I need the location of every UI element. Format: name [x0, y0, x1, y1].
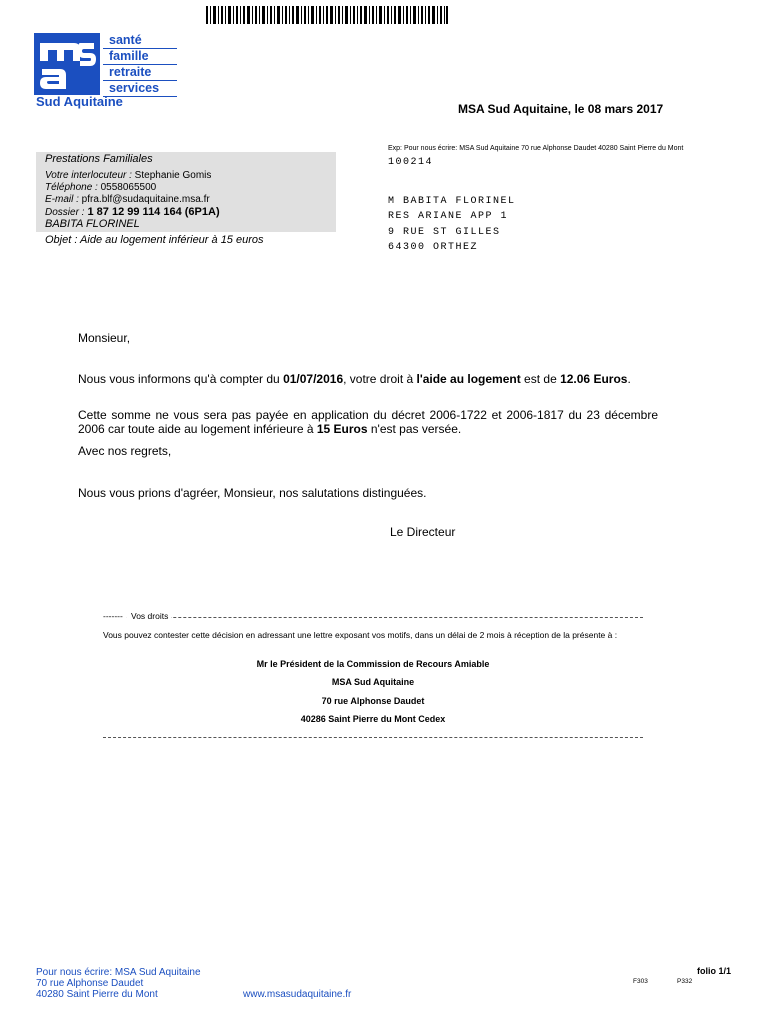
- logo-region: Sud Aquitaine: [36, 94, 123, 109]
- sender-line: Exp: Pour nous écrire: MSA Sud Aquitaine 70 rue Alphonse Daudet 40280 Saint Pierre du Mont: [388, 145, 684, 152]
- divider: [103, 617, 643, 618]
- barcode: [206, 6, 448, 24]
- salutation: Monsieur,: [78, 331, 131, 345]
- logo-tagline: [103, 33, 177, 97]
- appeal-address-line: 70 rue Alphonse Daudet: [321, 696, 425, 706]
- rights-text: Vous pouvez contester cette décision en adressant une lettre exposant vos motifs, dans un délai de 2 mois à réception de la présente à :: [103, 630, 618, 640]
- dossier-number: Dossier : 1 87 12 99 114 164 (6P1A): [45, 206, 220, 218]
- footer-website-link[interactable]: www.msasudaquitaine.fr: [243, 989, 352, 1000]
- recipient-line: RES ARIANE APP 1: [388, 211, 509, 222]
- paragraph-2: Cette somme ne vous sera pas payée en application du décret 2006-1722 et 2006-1817 du 23 décembre 2006 car toute aide au logement inférieure à 15 Euros n'est pas versée.: [78, 408, 658, 436]
- tagline-line: santé: [103, 33, 177, 49]
- recipient-ref: 100214: [388, 157, 434, 168]
- tagline-line: services: [103, 81, 177, 97]
- paragraph-1: Nous vous informons qu'à compter du 01/07/2016, votre droit à l'aide au logement est de 12.06 Euros.: [78, 372, 631, 386]
- appeal-address-line: Mr le Président de la Commission de Recours Amiable: [256, 659, 490, 669]
- beneficiary-name: BABITA FLORINEL: [45, 218, 140, 230]
- footer-street: 70 rue Alphonse Daudet: [36, 978, 144, 989]
- contact-email: E-mail : pfra.blf@sudaquitaine.msa.fr: [45, 194, 210, 205]
- recipient-name: M BABITA FLORINEL: [388, 195, 516, 207]
- regrets-line: Avec nos regrets,: [78, 444, 172, 458]
- appeal-address-line: 40286 Saint Pierre du Mont Cedex: [300, 714, 446, 724]
- footer-city: 40280 Saint Pierre du Mont: [36, 989, 158, 1000]
- footer-label: Pour nous écrire: MSA Sud Aquitaine: [36, 967, 201, 978]
- subject-line: Objet : Aide au logement inférieur à 15 euros: [45, 234, 264, 246]
- folio: folio 1/1: [697, 966, 732, 976]
- form-code: F303: [633, 978, 648, 985]
- form-code: P332: [677, 978, 693, 985]
- signature: Le Directeur: [390, 525, 456, 539]
- recipient-address: [388, 155, 516, 256]
- tagline-line: retraite: [103, 65, 177, 81]
- divider: [103, 737, 643, 738]
- tagline-line: famille: [103, 49, 177, 65]
- contact-name: Votre interlocuteur : Stephanie Gomis: [45, 170, 212, 181]
- service-name: Prestations Familiales: [45, 153, 153, 165]
- msa-logo: [34, 33, 100, 95]
- appeal-address-line: MSA Sud Aquitaine: [331, 677, 415, 687]
- closing-line: Nous vous prions d'agréer, Monsieur, nos salutations distinguées.: [78, 486, 427, 500]
- rights-title: Vos droits: [128, 611, 171, 621]
- rights-title-prefix: -------: [103, 611, 126, 621]
- recipient-line: 64300 ORTHEZ: [388, 242, 479, 253]
- date-line: MSA Sud Aquitaine, le 08 mars 2017: [458, 102, 664, 116]
- contact-phone: Téléphone : 0558065500: [45, 182, 157, 193]
- recipient-line: 9 RUE ST GILLES: [388, 226, 501, 238]
